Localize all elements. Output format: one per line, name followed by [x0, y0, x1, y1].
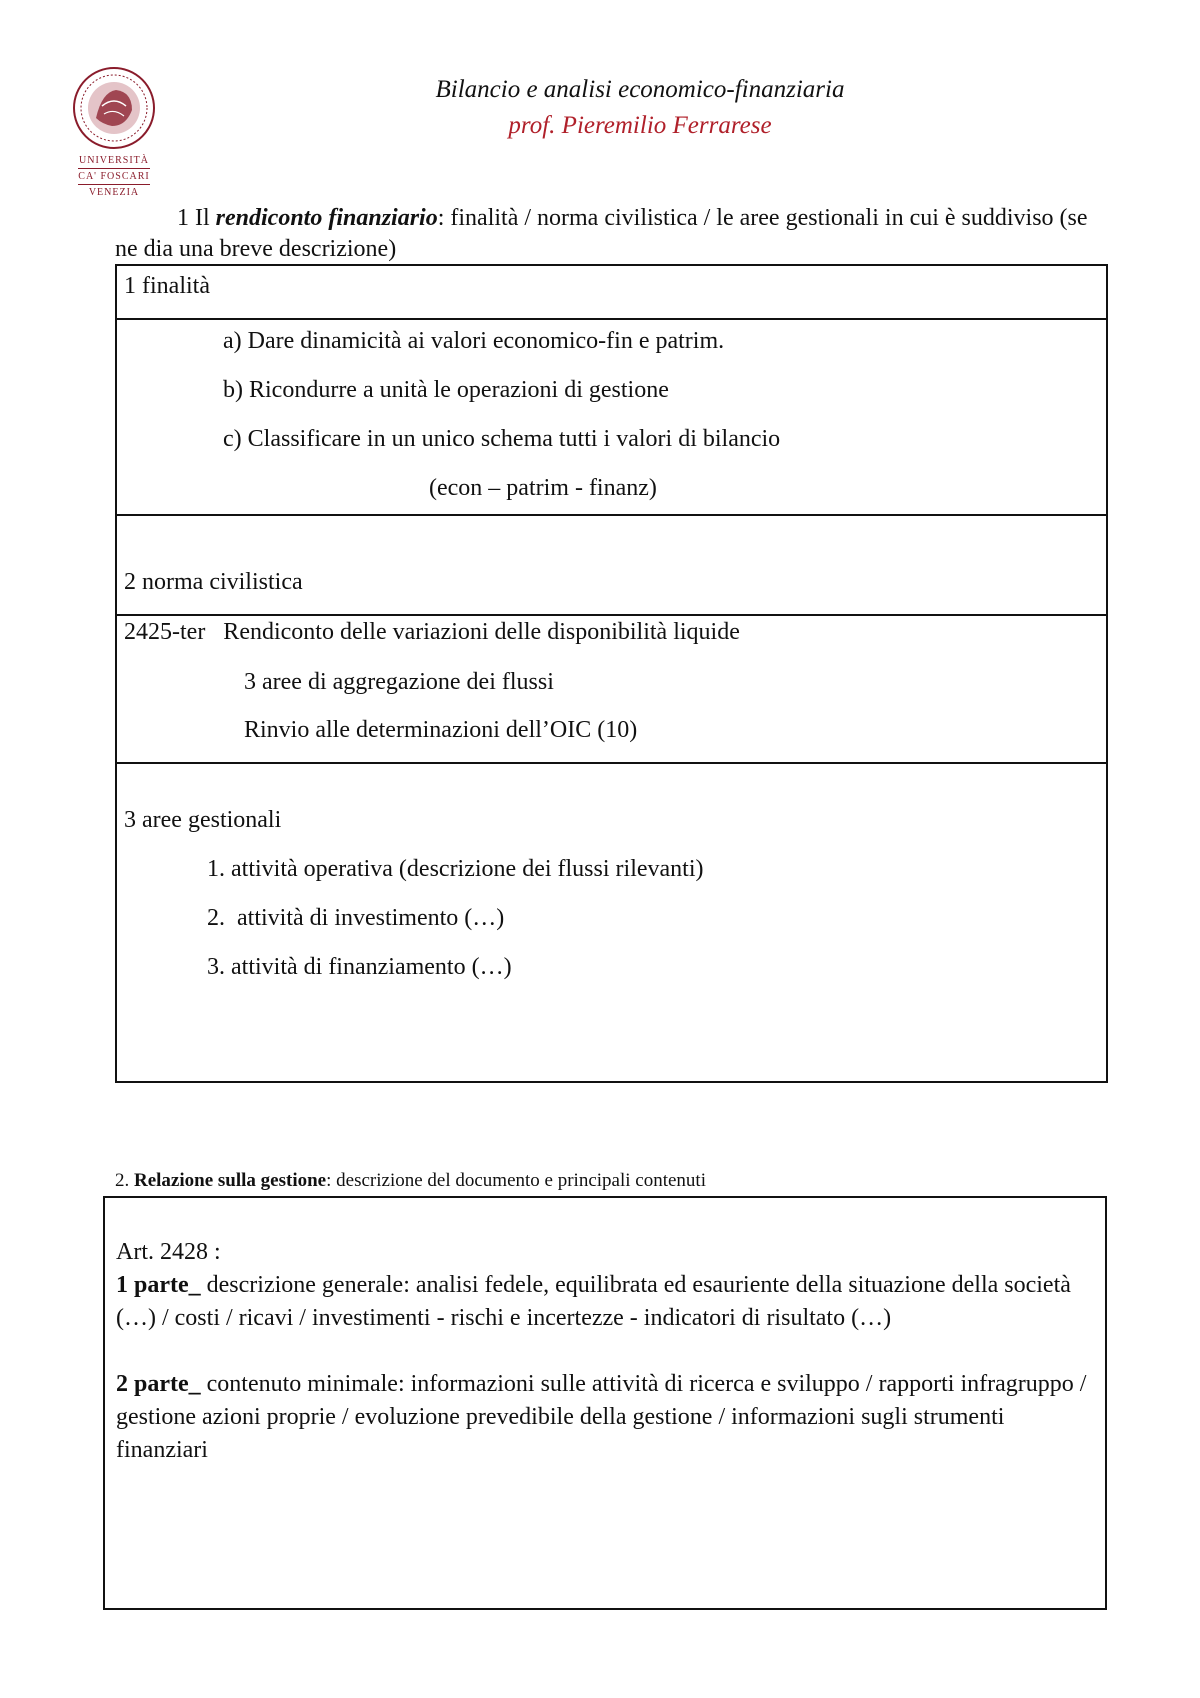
question-2 [115, 1170, 706, 1192]
logo-line-cafoscari: CA' FOSCARI [78, 171, 150, 182]
aree-item-3: 3. attività di finanziamento (…) [207, 954, 512, 980]
aree-item-1: 1. attività operativa (descrizione dei flussi rilevanti) [207, 856, 704, 882]
section-finalita-items [117, 318, 1106, 514]
norma-item-2: 3 aree di aggregazione dei flussi [244, 669, 554, 695]
part-1-label: 1 parte_ [116, 1272, 201, 1298]
part-1-paragraph [116, 1269, 1095, 1335]
question-2-number: 2. [115, 1170, 134, 1191]
section-finalita-heading [117, 266, 1106, 318]
logo-line-universita: UNIVERSITÀ [79, 155, 149, 166]
question-1-text: : finalità / norma civilistica / le aree gestionali in cui è suddiviso (se ne dia una breve descrizione) [115, 205, 1088, 262]
question-1-number: 1 Il [177, 205, 216, 231]
professor-name: prof. Pieremilio Ferrarese [508, 112, 772, 139]
finalita-item-b: b) Ricondurre a unità le operazioni di gestione [223, 377, 669, 403]
question-1-term: rendiconto finanziario [215, 205, 438, 231]
norma-item-1: 2425-ter Rendiconto delle variazioni delle disponibilità liquide [124, 619, 740, 645]
page-title: Bilancio e analisi economico-finanziaria [435, 76, 845, 103]
part-2-paragraph [116, 1368, 1095, 1467]
question-1 [115, 203, 1095, 265]
section-aree-gestionali [117, 762, 1106, 1083]
section-norma-heading [117, 514, 1106, 614]
section-norma-items [117, 614, 1106, 762]
finalita-item-a: a) Dare dinamicità ai valori economico-fin e patrim. [223, 328, 725, 354]
finalita-heading: 1 finalità [124, 273, 210, 299]
question-2-text: : descrizione del documento e principali contenuti [326, 1170, 706, 1191]
aree-heading: 3 aree gestionali [124, 807, 282, 833]
finalita-item-c: c) Classificare in un unico schema tutti i valori di bilancio [223, 426, 781, 452]
norma-heading: 2 norma civilistica [124, 569, 303, 595]
aree-item-2: 2. attività di investimento (…) [207, 905, 505, 931]
part-1-text: descrizione generale: analisi fedele, equilibrata ed esauriente della situazione della società (…) / costi / ricavi / investimenti - rischi e incertezze - indicatori di risultato (…) [116, 1272, 1071, 1331]
part-2-label: 2 parte_ [116, 1371, 201, 1397]
question-2-term: Relazione sulla gestione [134, 1170, 327, 1191]
article-reference: Art. 2428 : [116, 1239, 221, 1265]
answer-box-1 [115, 264, 1108, 1083]
part-2-text: contenuto minimale: informazioni sulle attività di ricerca e sviluppo / rapporti infragruppo / gestione azioni proprie / evoluzione prevedibile della gestione / informazioni sugli strumenti finanziari [116, 1371, 1087, 1463]
finalita-item-c-note: (econ – patrim - finanz) [429, 475, 657, 501]
norma-item-3: Rinvio alle determinazioni dell’OIC (10) [244, 717, 638, 743]
logo-line-venezia: VENEZIA [88, 187, 140, 198]
answer-box-2 [103, 1196, 1107, 1610]
